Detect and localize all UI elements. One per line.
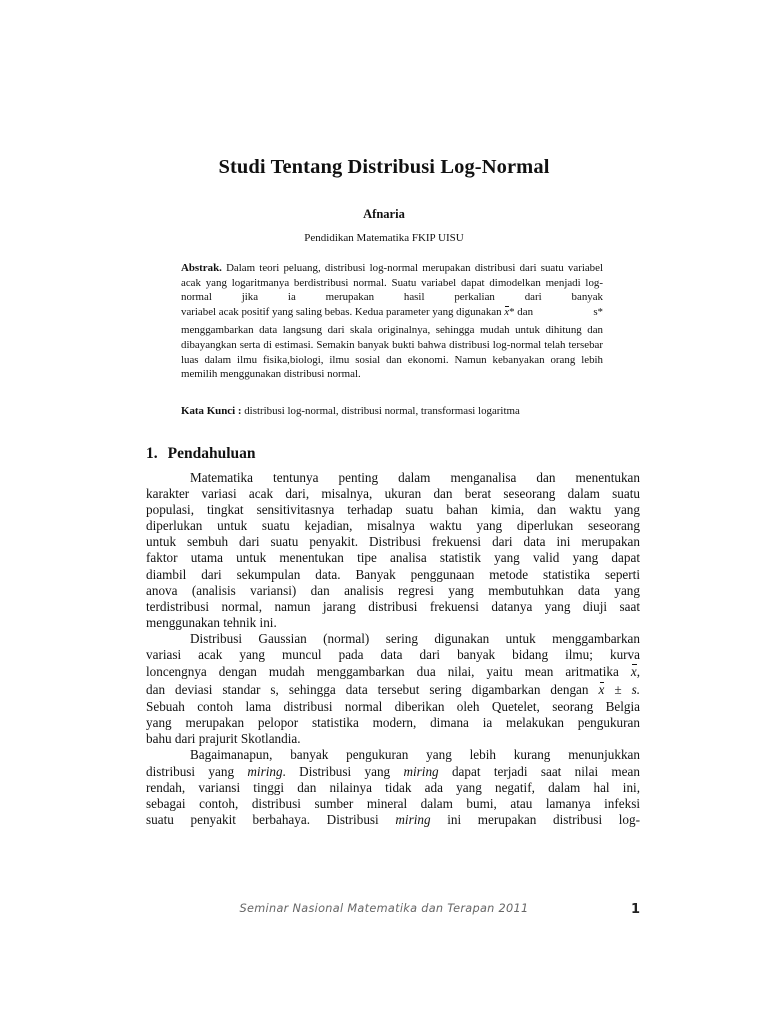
x-bar-symbol: x xyxy=(630,664,637,680)
paragraph-line xyxy=(146,812,640,828)
x-bar-symbol: x xyxy=(504,305,510,318)
abstract-line: s* menggambarkan data langsung dari skala originalnya, sehingga mudah untuk xyxy=(181,305,603,337)
abstract-line: * dan xyxy=(509,305,534,318)
paragraph-line: terdistribusi normal, namun jarang distribusi frekuensi datanya yang diuji saat xyxy=(146,598,640,614)
paragraph-line xyxy=(146,681,640,699)
paragraph-line: karakter variasi acak dari, misalnya, ukuran dan berat seseorang dalam suatu xyxy=(146,486,640,502)
abstract-line: normal. xyxy=(327,368,361,381)
body-text xyxy=(146,470,640,828)
section-title: Pendahuluan xyxy=(167,445,256,462)
abstract-line: variabel acak positif yang saling bebas. Kedua parameter yang digunakan xyxy=(181,305,505,318)
italic-term: miring xyxy=(403,763,439,779)
paragraph-line: menggunakan tehnik ini. xyxy=(146,614,277,630)
paragraph-line xyxy=(146,764,640,780)
paragraph-line: sebagai contoh, distribusi sumber mineral dalam bumi, atau lamanya infeksi xyxy=(146,795,640,811)
paragraph-line: diambil dari sekumpulan data. Banyak penggunaan metode statistika seperti xyxy=(146,566,640,582)
line-text: distribusi yang xyxy=(146,763,248,779)
abstract-line: dimodelkan menjadi log-normal jika ia merupakan hasil perkalian dari banyak xyxy=(181,276,603,304)
paper-title: Studi Tentang Distribusi Log-Normal xyxy=(218,156,550,178)
abstract-line: suatu variabel acak yang logaritmanya berdistribusi normal. Suatu variabel dapat xyxy=(181,262,603,289)
keywords xyxy=(181,405,603,417)
paragraph-line: diperlukan untuk suatu kejadian, misalnya waktu yang diperlukan seseorang xyxy=(146,518,640,534)
paragraph-line: populasi, tingkat sensitivitasnya terhadap suatu bahan kimia, dan waktu yang xyxy=(146,502,640,518)
paragraph-line: bahu dari prajurit Skotlandia. xyxy=(146,731,301,747)
paragraph-line: anova (analisis variansi) dan analisis regresi yang membutuhkan data yang xyxy=(146,582,640,598)
x-bar-symbol: x xyxy=(598,682,605,698)
page-number: 1 xyxy=(631,902,641,917)
line-text: , xyxy=(636,664,640,680)
abstract-label: Abstrak. xyxy=(181,262,222,274)
paragraph-line: untuk sembuh dari suatu penyakit. Distribusi frekuensi dari data ini merupakan xyxy=(146,534,640,550)
abstract-line: distribusi log-normal telah tersebar luas dalam ilmu fisika,biologi, ilmu sosial xyxy=(181,338,603,366)
italic-term: miring xyxy=(247,763,283,779)
author-name: Afnaria xyxy=(363,207,405,221)
abstract-line: dihitung dan dibayangkan serta di estimasi. Semakin banyak bukti bahwa xyxy=(181,324,603,351)
section-number: 1. xyxy=(146,445,158,462)
paragraph-line: Bagaimanapun, banyak pengukuran yang lebih kurang menunjukkan xyxy=(190,747,640,763)
author-affiliation: Pendidikan Matematika FKIP UISU xyxy=(304,232,464,244)
line-text: ini merupakan distribusi log- xyxy=(430,811,641,827)
section-heading xyxy=(146,445,256,463)
paragraph-line xyxy=(146,663,640,681)
keywords-label: Kata Kunci : xyxy=(181,405,242,417)
abstract-line: dan ekonomi. Namun kebanyakan orang lebih memilih menggunakan distribusi xyxy=(181,353,603,381)
abstract xyxy=(181,261,603,382)
line-text: dan deviasi standar s, sehingga data tersebut sering digambarkan dengan xyxy=(146,682,599,698)
paragraph-line: Distribusi Gaussian (normal) sering digunakan untuk menggambarkan xyxy=(190,630,640,646)
line-text: loncengnya dengan mudah menggambarkan dua nilai, yaitu mean aritmatika xyxy=(146,664,631,680)
line-text: . Distribusi yang xyxy=(282,763,404,779)
abstract-line: Dalam teori peluang, distribusi log-normal merupakan distribusi dari xyxy=(221,262,537,274)
footer-text: Seminar Nasional Matematika dan Terapan 2011 xyxy=(239,902,529,915)
line-text: suatu penyakit berbahaya. Distribusi xyxy=(146,811,396,827)
paragraph-line: variasi acak yang muncul pada data dari banyak bidang ilmu; kurva xyxy=(146,647,640,663)
paragraph-line: Matematika tentunya penting dalam menganalisa dan menentukan xyxy=(190,470,640,485)
keywords-text: distribusi log-normal, distribusi normal, transformasi logaritma xyxy=(241,405,520,417)
italic-term: miring xyxy=(395,811,431,827)
line-text: dapat terjadi saat nilai mean xyxy=(438,763,640,779)
line-text: ± s. xyxy=(604,682,640,698)
paragraph-line: Sebuah contoh lama distribusi normal diberikan oleh Quetelet, seorang Belgia xyxy=(146,699,640,715)
paragraph-line: faktor utama untuk menentukan tipe analisa statistik yang valid yang dapat xyxy=(146,550,640,566)
paragraph-line: yang merupakan pelopor statistika modern, dimana ia melakukan pengukuran xyxy=(146,715,640,731)
paragraph-line: rendah, variansi tinggi dan nilainya tidak ada yang negatif, dalam hal ini, xyxy=(146,779,640,795)
